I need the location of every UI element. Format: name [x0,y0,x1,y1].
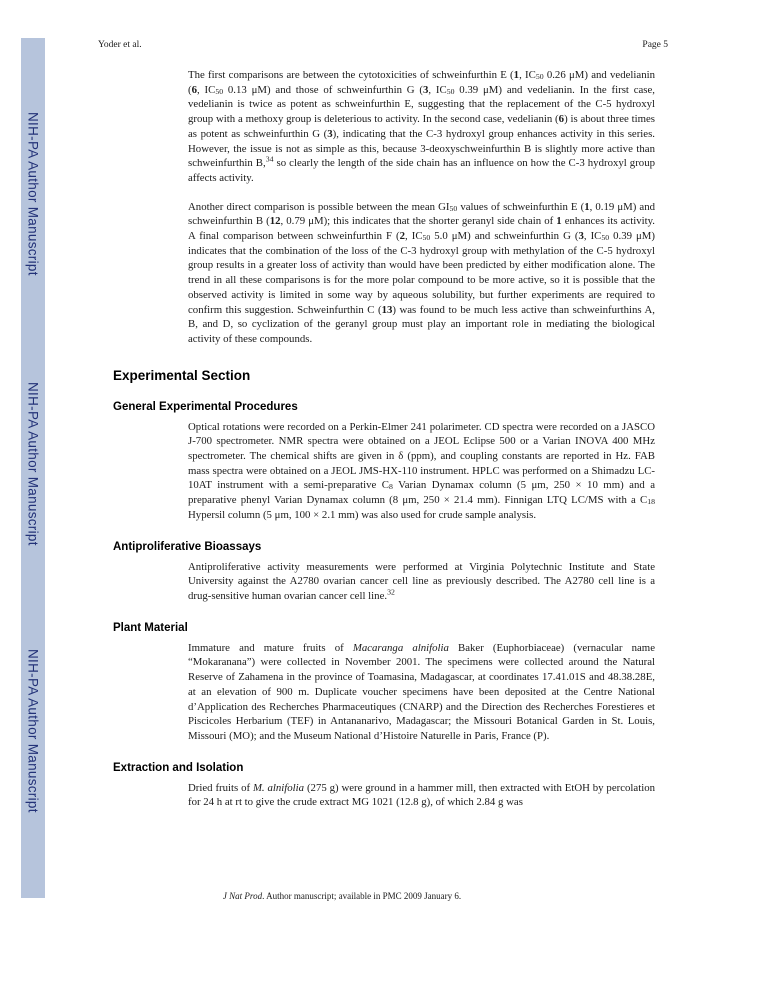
text-segment: , 0.19 μM) and schweinfurthin B ( [188,200,656,228]
text-segment: 1 [513,69,520,81]
text-segment: 18 [647,497,655,507]
text-segment: Macaranga alnifolia [352,641,449,654]
subsection-heading: General Experimental Procedures [113,400,298,413]
text-segment: ) was found to be much less active than schweinfurthins A, B, and D, so cyclization of the geranyl group must play an important role in mediating the biological activity of these compounds. [188,303,655,345]
text-segment: , IC [197,83,216,96]
text-segment: The first comparisons are between the cytotoxicities of schweinfurthin E ( [188,69,514,81]
body-paragraph [188,200,655,347]
text-segment: 50 [535,72,544,82]
text-segment: 50 [215,86,224,96]
text-segment: 50 [446,86,455,96]
text-segment: 6 [558,113,565,126]
text-segment: , IC [583,230,602,243]
body-paragraph [188,68,655,186]
text-segment: , IC [405,230,423,243]
text-segment: 6 [191,83,198,96]
body-paragraph [188,641,655,744]
text-segment: Dried fruits of [188,781,253,794]
running-footer [71,891,613,901]
subsection-heading: Plant Material [113,621,188,634]
text-segment: 3 [578,230,584,243]
text-segment: 3 [327,127,333,140]
text-segment: 5.0 μM) and schweinfurthin G ( [430,230,579,243]
text-segment: . Author manuscript; available in PMC 2009 January 6. [262,891,462,901]
section-heading: Experimental Section [113,367,251,383]
body-paragraph [188,781,655,810]
subsection-heading: Extraction and Isolation [113,761,244,774]
text-segment: 12 [269,215,281,228]
text-segment: 0.39 μM) indicates that the combination of the loss of the C-3 hydroxyl group with methylation of the C-5 hydroxyl group results in a greater loss of activity than would have been predicted by either modification alone. The trend in all these comparisons is for the more polar compound to be more active, so it is possible that the observed activity is limited in some way by aqueous solubility, but further experiments are required to confirm this suggestion. Schweinfurthin C ( [188,230,655,316]
nihpa-watermark-label: NIH-PA Author Manuscript [25,382,41,546]
text-segment: Varian Dynamax column (5 μm, 250 × 10 mm) and a preparative phenyl Varian Dynamax column (8 μm, 250 × 21.4 mm). Finnigan LTQ LC/MS with a C [188,479,655,507]
text-segment: Antiproliferative activity measurements were performed at Virginia Polytechnic Institute and State University against the A2780 ovarian cancer cell line as previously described. The A2780 cell line is a drug-sensitive human ovarian cancer cell line. [188,560,655,602]
text-segment: 3 [423,83,429,96]
text-segment: , IC [428,83,447,96]
header-author: Yoder et al. [98,40,142,50]
text-segment: Hypersil column (5 μm, 100 × 2.1 mm) was also used for crude sample analysis. [188,508,537,521]
nihpa-watermark-label: NIH-PA Author Manuscript [25,649,41,813]
text-segment: (275 g) were ground in a hammer mill, then extracted with EtOH by percolation for 24 h at rt to give the crude extract MG 1021 (12.8 g), of which 2.84 g was [188,781,655,809]
text-segment: 1 [556,215,562,228]
text-segment: 34 [265,154,274,164]
body-paragraph [188,560,655,604]
text-segment: J Nat Prod [222,891,263,901]
text-segment: ) is about three times as potent as schweinfurthin G ( [188,113,655,140]
header-page-number: Page 5 [642,40,668,50]
text-segment: M. alnifolia [252,781,305,794]
text-segment: ), indicating that the C-3 hydroxyl group enhances activity in this series. However, the issue is not as simple as this, because 3-deoxyschweinfurthin B is slightly more active than schweinfurthin B, [188,127,655,170]
text-segment: 32 [387,587,395,597]
text-segment: values of schweinfurthin E ( [457,200,585,213]
text-segment: enhances its activity. A final comparison between schweinfurthin F ( [188,215,655,243]
subsection-heading: Antiproliferative Bioassays [113,540,262,553]
text-segment: Immature and mature fruits of [188,641,353,654]
text-segment: , 0.79 μM); this indicates that the shorter geranyl side chain of [280,215,557,228]
text-segment: 13 [381,303,393,316]
text-segment: 50 [601,233,610,243]
body-paragraph [188,420,655,523]
text-segment: 1 [584,200,590,213]
running-header [98,40,668,50]
text-segment: 50 [422,233,431,243]
text-segment: 0.39 μM) and vedelianin. In the first case, vedelianin is twice as potent as schweinfurthin E, suggesting that the replacement of the C-5 hydroxyl group with a methoxy group is deleterious to activity. In the second case, vedelianin ( [188,83,655,126]
text-segment: 50 [449,203,458,213]
text-segment: so clearly the length of the side chain has an influence on how the C-3 hydroxyl group affects activity. [188,157,655,184]
text-segment: 8 [389,482,393,492]
text-segment: , IC [519,69,536,81]
text-segment: 0.26 μM) and vedelianin ( [188,69,655,96]
text-segment: 0.13 μM) and those of schweinfurthin G ( [223,83,424,96]
nihpa-watermark-label: NIH-PA Author Manuscript [25,112,41,276]
nihpa-watermark-bar [21,38,45,898]
text-segment: Optical rotations were recorded on a Perkin-Elmer 241 polarimeter. CD spectra were recorded on a JASCO J-700 spectrometer. NMR spectra were obtained on a JEOL Eclipse 500 or a Varian INOVA 400 MHz spectrometer. The chemical shifts are given in δ (ppm), and coupling constants are reported in Hz. FAB mass spectra were obtained on a JEOL JMS-HX-110 instrument. HPLC was performed on a Shimadzu LC-10AT instrument with a semi-preparative C [188,420,655,492]
text-segment: 2 [399,230,406,243]
text-segment: Baker (Euphorbiaceae) (vernacular name “Mokaranana”) were collected in November 2001. The specimens were collected around the Natural Reserve of Zahamena in the province of Toamasina, Madagascar, at coordinates 17.41.01S and 48.38.28E, at an elevation of 900 m. Duplicate voucher specimens have been deposited at the Centre National d’Application des Recherches Pharmaceutiques (CNARP) and the Direction des Recherches Forestieres et Piscicoles Herbarium (TEF) in Antananarivo, Madagascar; the Missouri Botanical Garden in St. Louis, Missouri (MO); and the Museum National d’Histoire Naturelle in Paris, France (P). [188,641,655,742]
document-body [113,68,655,824]
text-segment: Another direct comparison is possible between the mean GI [188,200,450,213]
